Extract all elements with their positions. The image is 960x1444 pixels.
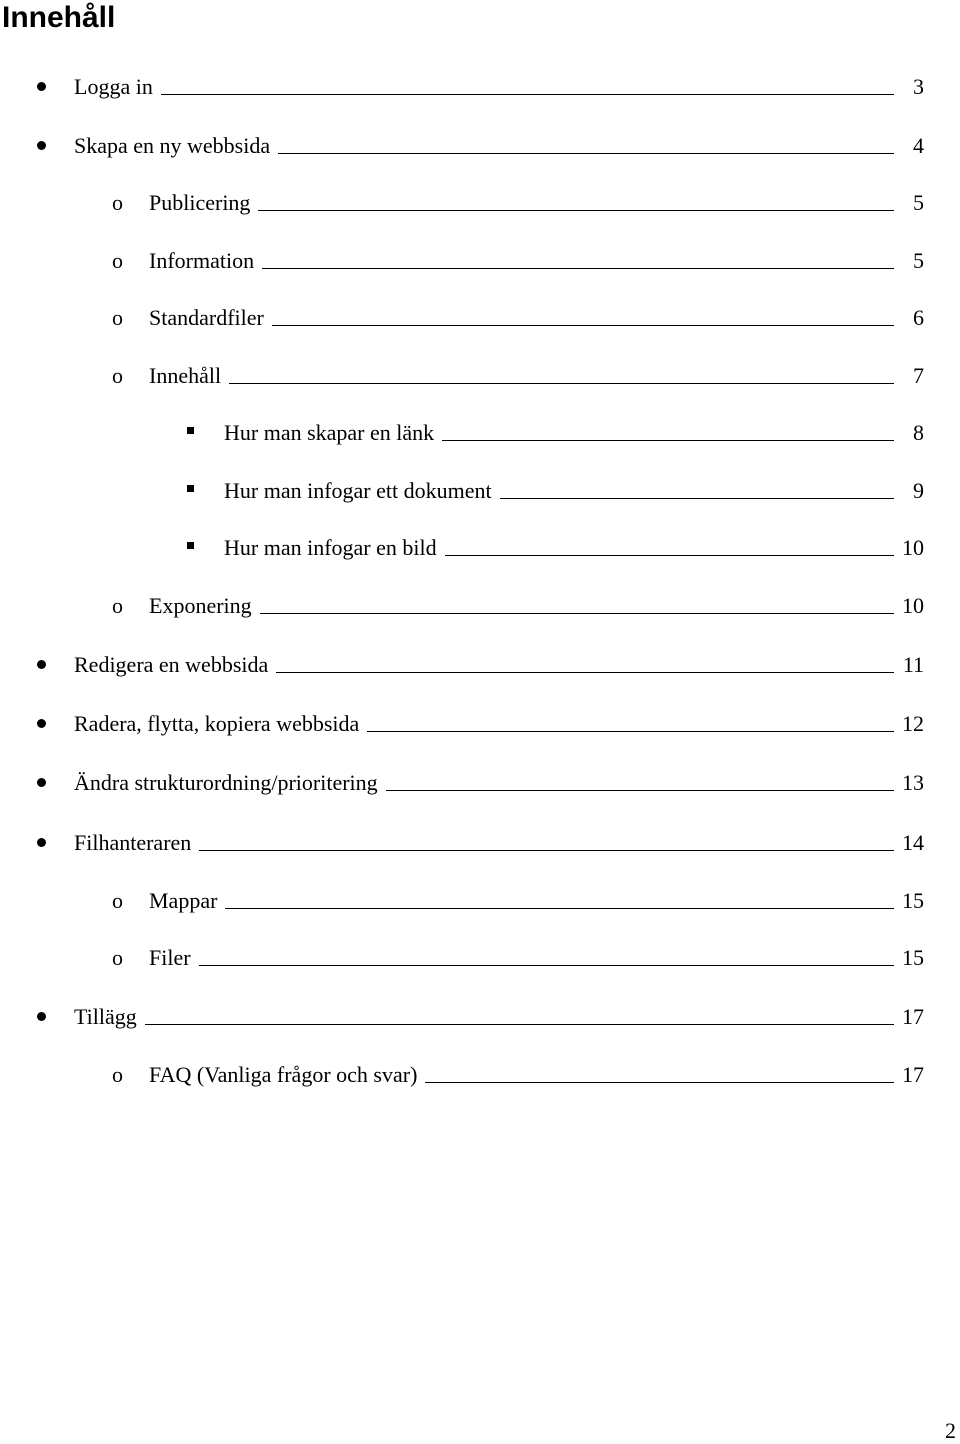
toc-entry-label: Tillägg xyxy=(74,1004,137,1029)
toc-entry-label: Redigera en webbsida xyxy=(74,652,269,677)
bullet-disc-icon xyxy=(37,1002,47,1032)
toc-entry-label: Skapa en ny webbsida xyxy=(74,133,271,158)
toc-entry-label: Standardfiler xyxy=(149,305,264,330)
toc-entry-label: Exponering xyxy=(149,593,252,618)
toc-entry-label: Filer xyxy=(149,945,191,970)
toc-entry-filhanteraren[interactable] xyxy=(0,828,960,858)
toc-leader-line xyxy=(442,439,894,441)
toc-entry-infoga-bild[interactable] xyxy=(0,533,960,563)
bullet-disc-icon xyxy=(37,650,47,680)
bullet-circle-icon: o xyxy=(112,248,123,273)
bullet-square-icon xyxy=(187,533,195,563)
toc-entry-faq[interactable] xyxy=(0,1060,960,1090)
toc-entry-label: Radera, flytta, kopiera webbsida xyxy=(74,711,360,736)
toc-leader-line xyxy=(272,324,894,326)
page-heading: Innehåll xyxy=(2,1,116,34)
bullet-circle-icon: o xyxy=(112,593,123,618)
toc-leader-line xyxy=(500,497,894,499)
toc-leader-line xyxy=(278,152,894,154)
toc-entry-label: Filhanteraren xyxy=(74,830,192,855)
toc-entry-page: 3 xyxy=(913,74,924,99)
toc-entry-tillagg[interactable] xyxy=(0,1002,960,1032)
bullet-disc-icon xyxy=(37,709,47,739)
bullet-circle-icon: o xyxy=(112,945,123,970)
toc-entry-label: Information xyxy=(149,248,255,273)
toc-entry-exponering[interactable] xyxy=(0,591,960,621)
toc-entry-radera-webbsida[interactable] xyxy=(0,709,960,739)
toc-leader-line xyxy=(258,209,894,211)
bullet-disc-icon xyxy=(37,768,47,798)
toc-entry-standardfiler[interactable] xyxy=(0,303,960,333)
toc-entry-page: 4 xyxy=(913,133,924,158)
page-number: 2 xyxy=(945,1418,956,1443)
toc-entry-infoga-dokument[interactable] xyxy=(0,476,960,506)
bullet-circle-icon: o xyxy=(112,190,123,215)
toc-entry-label: Ändra strukturordning/prioritering xyxy=(74,770,378,795)
bullet-square-icon xyxy=(187,418,195,448)
toc-entry-label: Logga in xyxy=(74,74,153,99)
toc-entry-label: FAQ (Vanliga frågor och svar) xyxy=(149,1062,418,1087)
toc-entry-publicering[interactable] xyxy=(0,188,960,218)
toc-entry-page: 6 xyxy=(913,305,924,330)
toc-entry-page: 7 xyxy=(913,363,924,388)
toc-entry-label: Innehåll xyxy=(149,363,222,388)
toc-entry-label: Hur man infogar ett dokument xyxy=(224,478,492,503)
toc-entry-page: 15 xyxy=(902,945,924,970)
toc-entry-innehall[interactable] xyxy=(0,361,960,391)
toc-entry-filer[interactable] xyxy=(0,943,960,973)
toc-entry-page: 11 xyxy=(902,652,924,677)
toc-leader-line xyxy=(229,382,894,384)
bullet-square-icon xyxy=(187,476,195,506)
bullet-disc-icon xyxy=(37,828,47,858)
toc-entry-information[interactable] xyxy=(0,246,960,276)
toc-entry-page: 8 xyxy=(913,420,924,445)
toc-leader-line xyxy=(367,730,894,732)
toc-entry-label: Hur man infogar en bild xyxy=(224,535,437,560)
toc-entry-skapa-webbsida[interactable] xyxy=(0,131,960,161)
toc-entry-logga-in[interactable] xyxy=(0,72,960,102)
bullet-circle-icon: o xyxy=(112,305,123,330)
toc-leader-line xyxy=(425,1081,894,1083)
toc-leader-line xyxy=(161,93,894,95)
toc-entry-andra-strukturordning[interactable] xyxy=(0,768,960,798)
toc-entry-page: 5 xyxy=(913,190,924,215)
toc-leader-line xyxy=(386,789,894,791)
toc-entry-mappar[interactable] xyxy=(0,886,960,916)
toc-leader-line xyxy=(145,1023,894,1025)
bullet-circle-icon: o xyxy=(112,363,123,388)
toc-entry-page: 9 xyxy=(913,478,924,503)
bullet-circle-icon: o xyxy=(112,888,123,913)
toc-entry-page: 14 xyxy=(902,830,924,855)
bullet-disc-icon xyxy=(37,72,47,102)
toc-entry-label: Mappar xyxy=(149,888,218,913)
bullet-disc-icon xyxy=(37,131,47,161)
toc-leader-line xyxy=(262,267,894,269)
toc-leader-line xyxy=(199,849,894,851)
toc-leader-line xyxy=(445,554,894,556)
toc-entry-page: 13 xyxy=(902,770,924,795)
bullet-circle-icon: o xyxy=(112,1062,123,1087)
toc-leader-line xyxy=(276,671,894,673)
toc-entry-label: Hur man skapar en länk xyxy=(224,420,435,445)
toc-leader-line xyxy=(225,907,894,909)
toc-entry-page: 10 xyxy=(902,593,924,618)
toc-entry-skapa-lank[interactable] xyxy=(0,418,960,448)
toc-entry-page: 17 xyxy=(902,1062,924,1087)
toc-entry-redigera-webbsida[interactable] xyxy=(0,650,960,680)
toc-leader-line xyxy=(260,612,894,614)
toc-entry-page: 10 xyxy=(902,535,924,560)
toc-entry-page: 5 xyxy=(913,248,924,273)
toc-leader-line xyxy=(199,964,894,966)
toc-entry-page: 15 xyxy=(902,888,924,913)
toc-entry-label: Publicering xyxy=(149,190,251,215)
toc-entry-page: 12 xyxy=(902,711,924,736)
toc-entry-page: 17 xyxy=(902,1004,924,1029)
